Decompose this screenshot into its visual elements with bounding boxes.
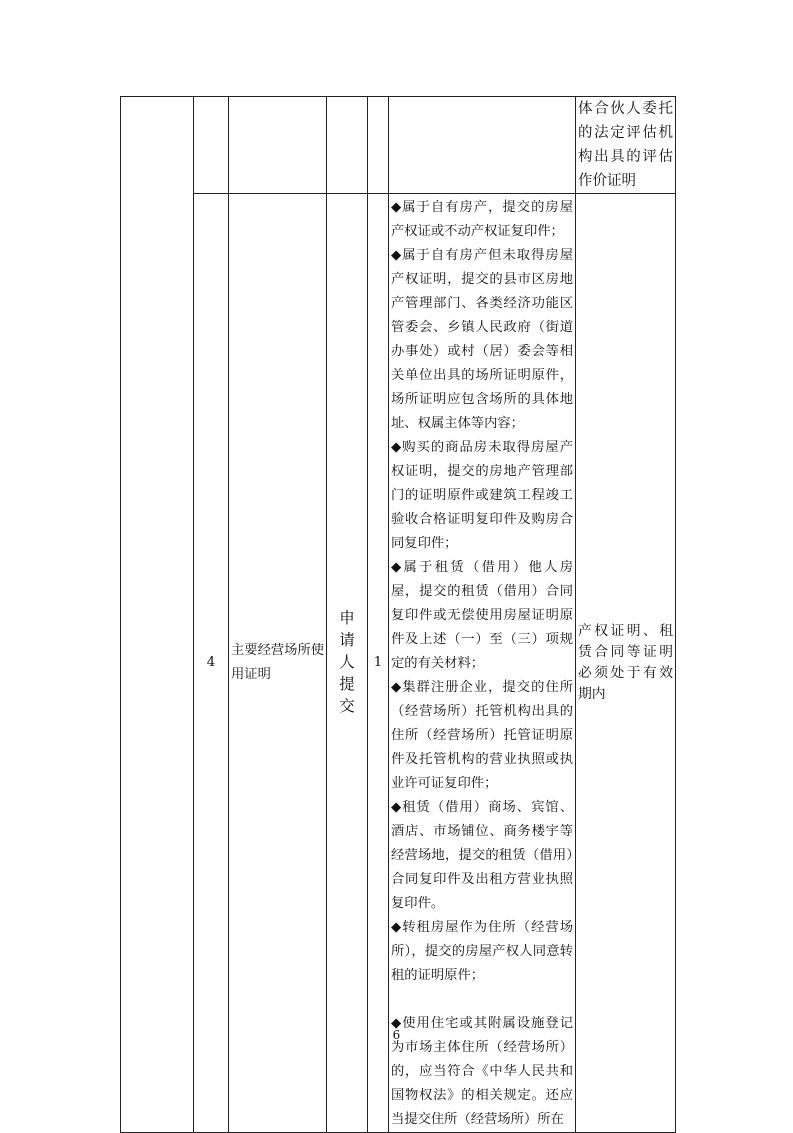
- number-cell-empty: [194, 97, 229, 194]
- note-text: 体合伙人委托的法定评估机构出具的评估作价证明: [578, 101, 673, 189]
- requirement-commercial-housing: ◆购买的商品房未取得房屋产权证明，提交的房地产管理部门的证明原件或建筑工程竣工验收合格证明复印件及购房合同复印件；: [391, 440, 573, 551]
- submitter: 申请人提交: [339, 608, 355, 715]
- note-cell: [576, 97, 676, 194]
- item-name-cell-empty: [229, 97, 327, 194]
- submitter-cell: [327, 194, 368, 1133]
- table-row: [121, 194, 676, 1133]
- requirements-cell: [389, 194, 576, 1133]
- requirement-no-certificate: ◆属于自有房产但未取得房屋产权证明，提交的县市区房地产管理部门、各类经济功能区管委会、乡镇人民政府（街道办事处）或村（居）委会等相关单位出具的场所证明原件，场所证明应包含场所的具体地址、权属主体等内容；: [391, 248, 573, 431]
- requirement-own-property: ◆属于自有房产，提交的房屋产权证或不动产权证复印件；: [391, 200, 573, 239]
- requirements-table: [120, 96, 676, 1133]
- requirement-commercial-venue: ◆租赁（借用）商场、宾馆、酒店、市场铺位、商务楼宇等经营场地，提交的租赁（借用）合同复印件及出租方营业执照复印件。: [391, 800, 573, 911]
- row-number: 4: [194, 194, 229, 1133]
- requirements-cell-empty: [389, 97, 576, 194]
- item-name: 主要经营场所使用证明: [229, 194, 327, 1133]
- spacer: [391, 988, 573, 1012]
- copies-cell-empty: [368, 97, 389, 194]
- requirement-lease: ◆属于租赁（借用）他人房屋，提交的租赁（借用）合同复印件或无偿使用房屋证明原件及上述（一）至（三）项规定的有关材料；: [391, 560, 573, 671]
- submitter-cell-empty: [327, 97, 368, 194]
- requirement-cluster-registration: ◆集群注册企业，提交的住所（经营场所）托管机构出具的住所（经营场所）托管证明原件及托管机构的营业执照或执业许可证复印件；: [391, 680, 573, 791]
- table-row: [121, 97, 676, 194]
- requirement-residential: ◆使用住宅或其附属设施登记为市场主体住所（经营场所）的，应当符合《中华人民共和国物权法》的相关规定。还应当提交住所（经营场所）所在: [391, 1016, 573, 1127]
- category-cell: [121, 97, 194, 1133]
- copies-count: 1: [368, 194, 389, 1133]
- note-validity: 产权证明、租赁合同等证明必须处于有效期内: [576, 194, 676, 1133]
- page-number: 6: [392, 1028, 401, 1042]
- requirement-sublease: ◆转租房屋作为住所（经营场所），提交的房屋产权人同意转租的证明原件；: [391, 920, 573, 983]
